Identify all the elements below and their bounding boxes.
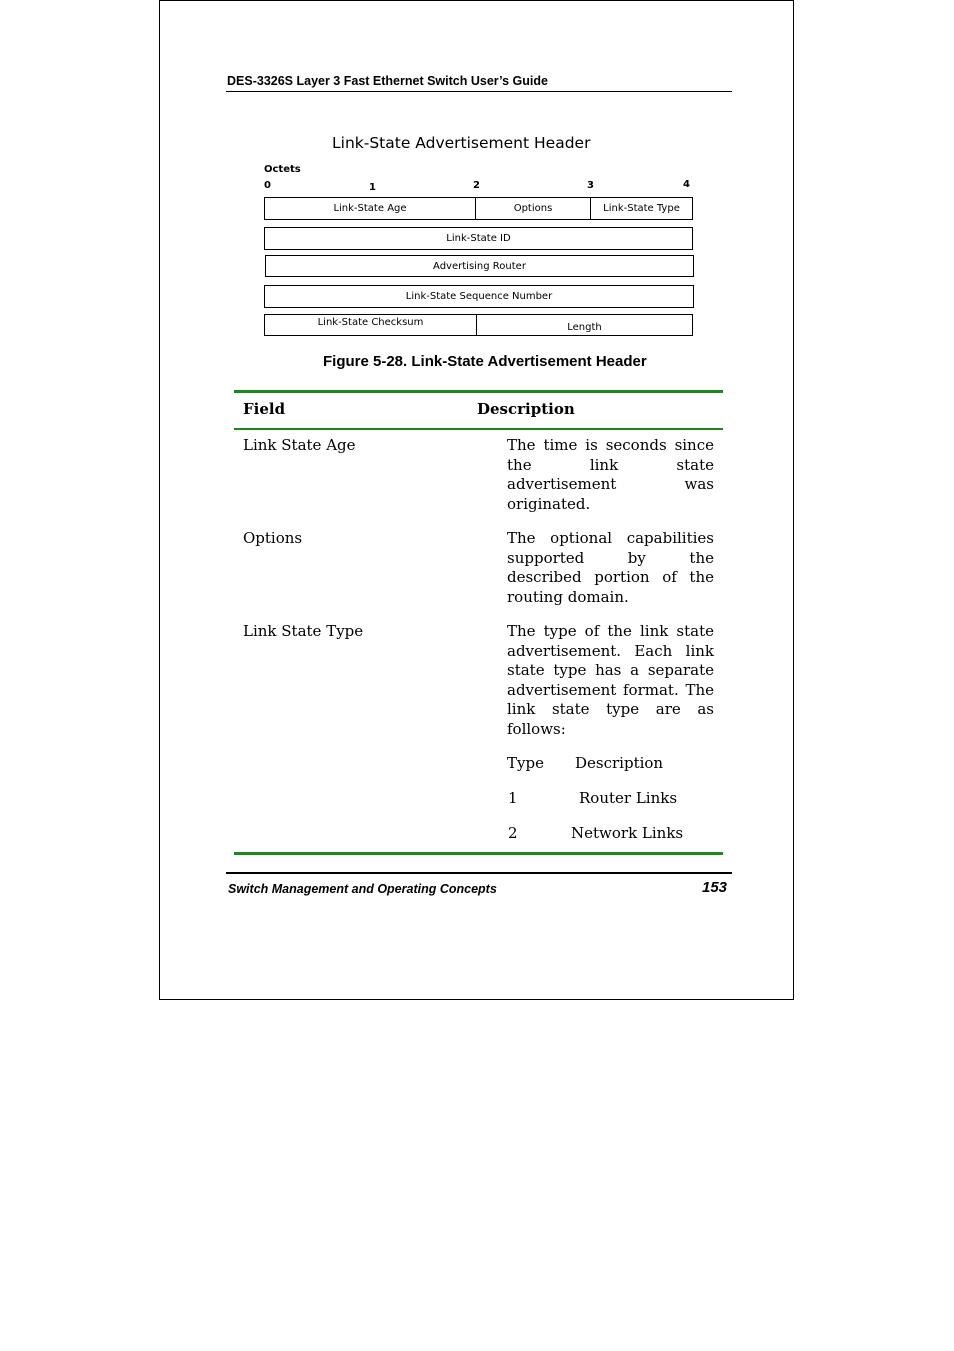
field-advertising-router: Advertising Router xyxy=(433,260,526,272)
field-options: Options xyxy=(475,198,590,219)
octet-number: 2 xyxy=(473,180,480,191)
lsa-row-4 xyxy=(264,285,694,308)
field-length: Length xyxy=(476,315,692,335)
octet-number: 4 xyxy=(683,179,690,190)
octet-number: 1 xyxy=(369,182,376,193)
table-header-rule xyxy=(234,428,723,430)
octet-number: 3 xyxy=(587,180,594,191)
figure-title: Link-State Advertisement Header xyxy=(332,134,591,152)
table-row-description: The type of the link state advertisement. Each link state type has a separate advertisement format. The link state type are as follows: xyxy=(507,622,714,738)
column-header-field: Field xyxy=(243,400,286,418)
footer-rule xyxy=(226,872,732,874)
table-row-field: Options xyxy=(243,529,303,547)
type-header: Type xyxy=(507,754,544,772)
type-description: Network Links xyxy=(571,824,684,842)
type-description: Router Links xyxy=(579,789,678,807)
table-row-field: Link State Type xyxy=(243,622,364,640)
footer-section: Switch Management and Operating Concepts xyxy=(228,882,497,896)
type-value: 1 xyxy=(508,789,518,807)
column-header-description: Description xyxy=(477,400,575,418)
table-row-description: The time is seconds since the link state advertisement was originated. xyxy=(507,436,714,513)
lsa-row-2 xyxy=(264,227,693,250)
lsa-row-5 xyxy=(264,314,693,336)
table-bottom-rule xyxy=(234,852,723,855)
field-link-state-id: Link-State ID xyxy=(446,233,511,244)
field-checksum: Link-State Checksum xyxy=(317,317,424,328)
header-rule xyxy=(226,91,732,92)
field-link-state-age: Link-State Age xyxy=(333,203,407,214)
running-header: DES-3326S Layer 3 Fast Ethernet Switch User’s Guide xyxy=(227,74,548,88)
type-value: 2 xyxy=(508,824,518,842)
octet-number: 0 xyxy=(264,180,271,191)
lsa-row-1 xyxy=(264,197,693,220)
field-sequence-number: Link-State Sequence Number xyxy=(405,291,553,302)
lsa-row-3 xyxy=(265,255,694,277)
table-row-field: Link State Age xyxy=(243,436,356,454)
page-number: 153 xyxy=(702,879,728,896)
table-row-description: The optional capabilities supported by the described portion of the routing domain. xyxy=(507,529,714,606)
figure-caption: Figure 5-28. Link-State Advertisement Header xyxy=(323,353,647,370)
type-description-header: Description xyxy=(575,754,664,772)
table-top-rule xyxy=(234,390,723,393)
octets-label: Octets xyxy=(264,164,301,175)
field-link-state-type: Link-State Type xyxy=(590,198,692,219)
